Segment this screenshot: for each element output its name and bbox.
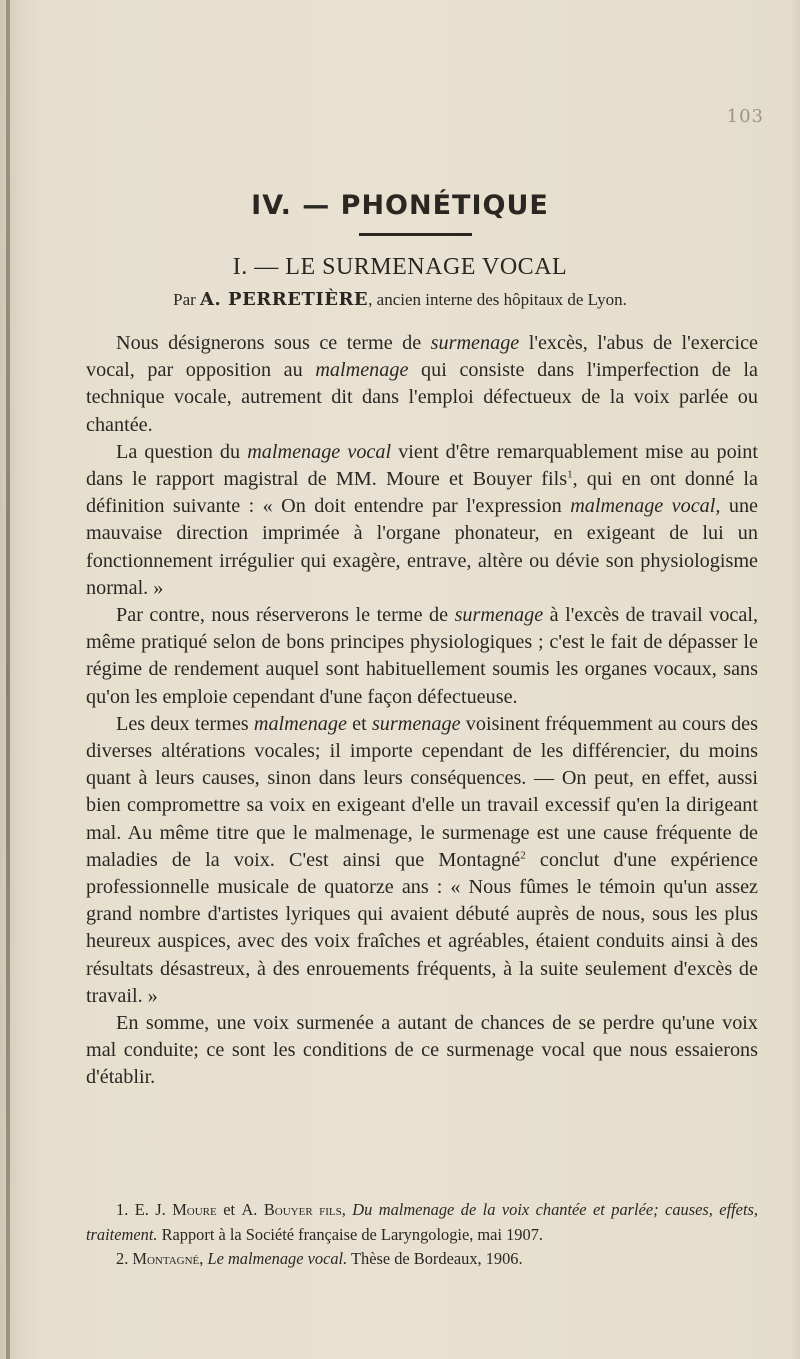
text: conclut d'une expérience professionnelle musicale de quatorze ans : « Nous fûmes le témoin qu'un assez grand nombre d'artistes lyriques qui avaient débuté auprès de nous, sous les plus heureux auspices, avec des voix fraîches et agréables, étaient conduits ainsi à des résultats désastreux, à des enrouements fréquents, à la suite seulement d'excès de travail. » — [86, 848, 759, 1007]
footnote-1 — [86, 1198, 758, 1247]
text: qui consiste dans l'imperfection de la technique vocale, autrement dit dans l'emploi défectueux de la voix parlée ou chantée. — [86, 359, 758, 436]
emphasis: malmenage vocal — [247, 440, 392, 463]
footnote-number: 2. — [116, 1249, 133, 1268]
text: Par contre, nous réserverons le terme de — [116, 604, 455, 627]
footnotes — [86, 1198, 758, 1272]
footnote-title: Du malmenage de la voix chantée et parlée; causes, effets, traitement. — [86, 1200, 758, 1244]
section-title: IV. — PHONÉTIQUE — [251, 190, 549, 221]
paragraph-2 — [86, 439, 758, 602]
emphasis: surmenage — [371, 712, 461, 735]
byline — [0, 289, 800, 310]
emphasis: malmenage — [253, 712, 347, 735]
page-number: 103 — [726, 106, 764, 127]
text: et — [346, 712, 372, 735]
footnote-number: 1. — [116, 1200, 135, 1219]
byline-prefix: Par — [173, 290, 201, 309]
paragraph-5: En somme, une voix surmenée a autant de chances de se perdre qu'une voix mal conduite; ce sont les conditions de ce surmenage vocal que nous essaierons d'établir. — [86, 1012, 758, 1089]
text: vient d'être remarquablement mise au point dans le rapport magistral de MM. Moure et Bouyer fils — [86, 440, 758, 491]
paragraph-4 — [86, 711, 758, 1010]
text: Nous désignerons sous ce terme de — [116, 332, 431, 354]
text: à l'excès de travail vocal, même pratiqué selon de bons principes physiologiques ; c'est le fait de dépasser le régime de rendement auquel sont habituellement soumis les organes vocaux, sans qu'on les emploie cependant d'une façon défectueuse. — [86, 604, 759, 708]
emphasis: malmenage — [315, 359, 409, 382]
footnote-author: E. J. Moure — [134, 1200, 217, 1219]
footnote-ref-2[interactable]: 2 — [520, 849, 526, 862]
text: une mauvaise direction imprimée à l'organe phonateur, en exigeant de lui un fonctionnement irrégulier qui exagère, entrave, altère ou dévie son physiologisme normal. » — [86, 495, 759, 599]
text: l'excès, l'abus de l'exercice vocal, par opposition au — [86, 332, 758, 382]
footnote-ref-1[interactable]: 1 — [567, 468, 573, 481]
text: Rapport à la Société française de Laryngologie, mai 1907. — [157, 1224, 543, 1244]
emphasis: malmenage vocal, — [570, 495, 721, 518]
text: et — [216, 1200, 242, 1219]
emphasis: surmenage — [430, 332, 520, 354]
footnote-title: Le malmenage vocal. — [207, 1249, 348, 1268]
article-body — [86, 330, 758, 1092]
footnote-2 — [86, 1247, 758, 1272]
text: , — [341, 1200, 353, 1219]
paragraph-1 — [86, 330, 758, 439]
emphasis: surmenage — [454, 604, 544, 627]
article-title: I. — LE SURMENAGE VOCAL — [232, 254, 568, 280]
text: , qui en ont donné la définition suivante : « On doit entendre par l'expression — [86, 468, 758, 518]
title-rule — [359, 233, 472, 236]
text: Les deux termes — [116, 712, 254, 735]
text: La question du — [116, 440, 248, 463]
author-name: A. PERRETIÈRE — [200, 289, 369, 310]
footnote-author: A. Bouyer fils — [241, 1200, 342, 1219]
paragraph-3 — [86, 602, 758, 711]
text: voisinent fréquemment au cours des diverses altérations vocales; il importe cependant de les différencier, du moins quant à leurs causes, sinon dans leurs conséquences. — On peut, en effet, aussi bien compromettre sa voix en exigeant d'elle un travail excessif qu'en la dirigeant mal. Au même titre que le malmenage, le surmenage est une cause fréquente de maladies de la voix. C'est ainsi que Montagné — [86, 712, 758, 871]
text: Thèse de Bordeaux, 1906. — [347, 1249, 523, 1268]
text: , — [199, 1249, 208, 1268]
footnote-author: Montagné — [132, 1249, 200, 1268]
author-affiliation: , ancien interne des hôpitaux de Lyon. — [368, 290, 627, 309]
